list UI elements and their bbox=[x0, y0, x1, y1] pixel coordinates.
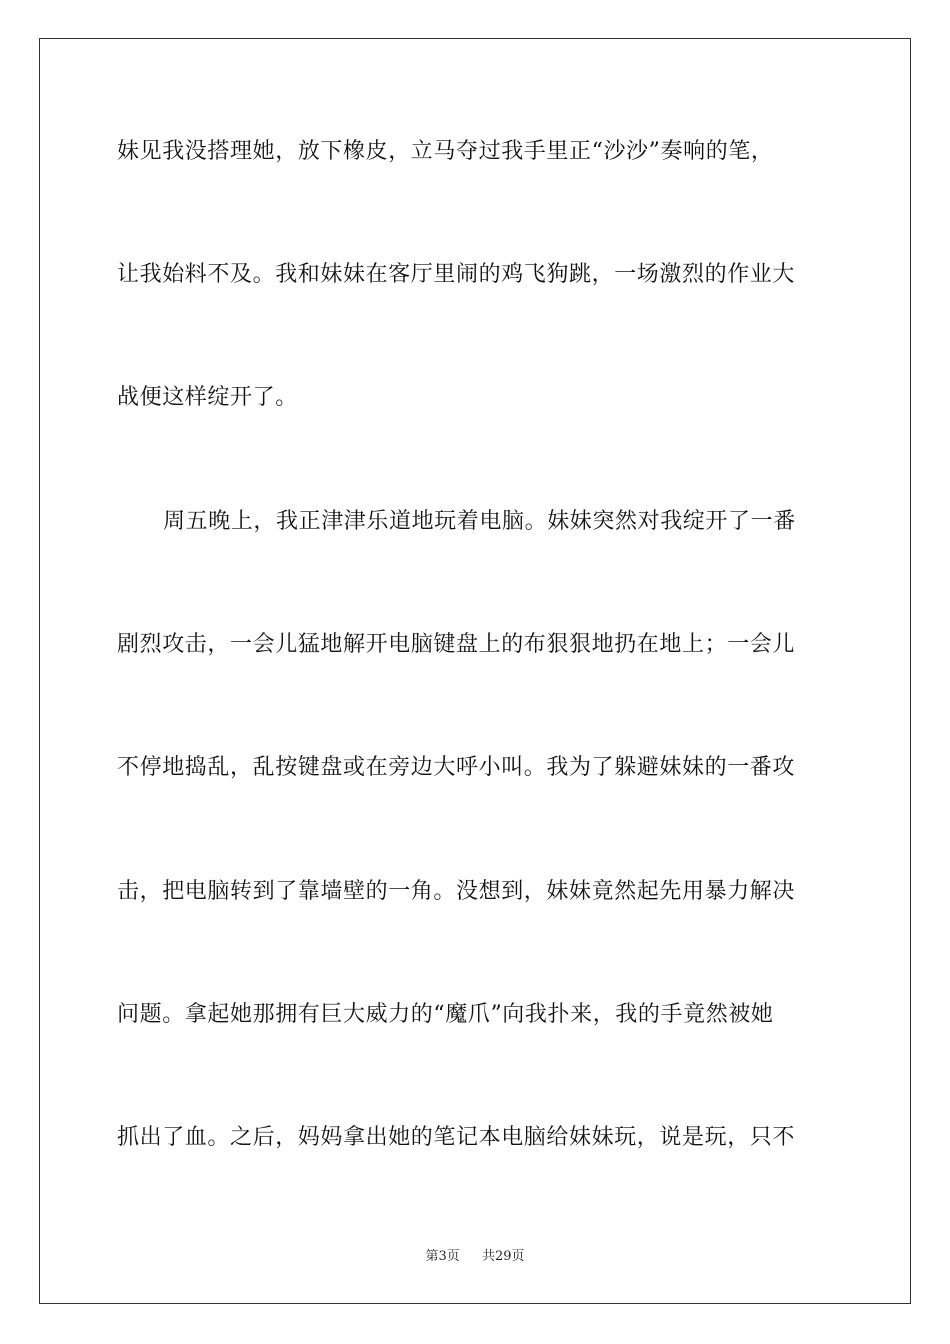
page-total: 共29页 bbox=[482, 1249, 525, 1264]
text-line-1: 妹见我没搭理她，放下橡皮，立马夺过我手里正“沙沙”奏响的笔， bbox=[117, 139, 774, 164]
text-line-5: 剧烈攻击，一会儿猛地解开电脑键盘上的布狠狠地扔在地上；一会儿 bbox=[117, 632, 796, 657]
text-line-4: 周五晚上，我正津津乐道地玩着电脑。妹妹突然对我绽开了一番 bbox=[163, 509, 796, 534]
text-line-9: 抓出了血。之后，妈妈拿出她的笔记本电脑给妹妹玩，说是玩，只不 bbox=[117, 1125, 796, 1150]
text-line-3: 战便这样绽开了。 bbox=[117, 385, 298, 410]
text-line-7: 击，把电脑转到了靠墙壁的一角。没想到，妹妹竟然起先用暴力解决 bbox=[117, 879, 796, 904]
page-frame bbox=[39, 38, 911, 1304]
page-number: 第3页 bbox=[425, 1249, 460, 1264]
text-line-6: 不停地捣乱，乱按键盘或在旁边大呼小叫。我为了躲避妹妹的一番攻 bbox=[117, 755, 796, 780]
text-line-8: 问题。拿起她那拥有巨大威力的“魔爪”向我扑来，我的手竟然被她 bbox=[117, 1002, 774, 1027]
page-footer bbox=[0, 1245, 950, 1264]
text-line-2: 让我始料不及。我和妹妹在客厅里闹的鸡飞狗跳，一场激烈的作业大 bbox=[117, 262, 796, 287]
